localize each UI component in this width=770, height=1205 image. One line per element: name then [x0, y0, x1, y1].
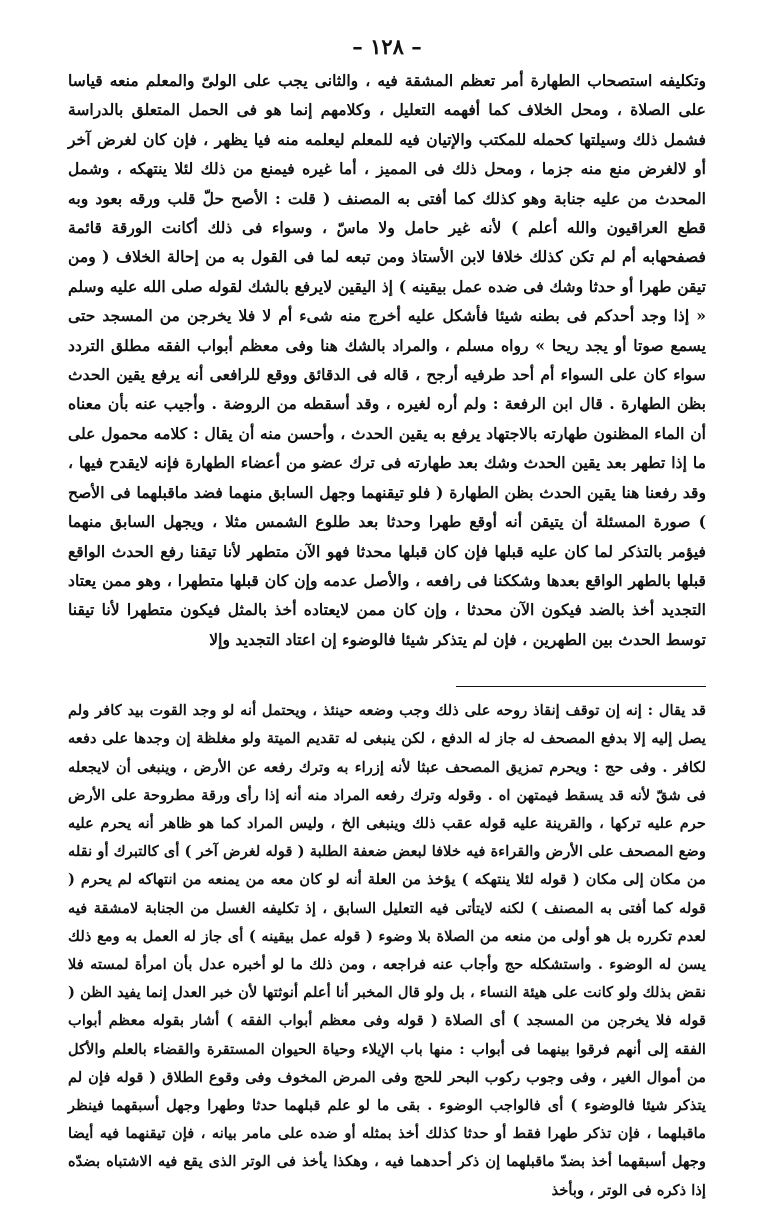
footnote-separator — [456, 686, 706, 687]
page-number: – ١٢٨ – — [352, 34, 422, 59]
footnotes-block — [68, 697, 706, 1205]
main-paragraph: وتكليفه استصحاب الطهارة أمر تعظم المشقة فيه ، والثانى يجب على الولىّ والمعلم منعه قياسا على الصلاة ، ومحل الخلاف كما أفهمه التعليل ، وكلامهم إنما هو فى الحمل المتعلق بالدراسة فشمل ذلك وسيلتها كحمله للمكتب والإتيان فيه للمعلم ليعلمه منه فيا يظهر ، فإن كان لغرض آخر أو لالغرض منع منه جزما ، ومحل ذلك فى المميز ، أما غيره فيمنع من ذلك لئلا ينتهكه ، وشمل المحدث من عليه جنابة وهو كذلك كما أفتى به المصنف ( قلت : الأصح حلّ قلب ورقه بعود وبه قطع العراقيون والله أعلم ) لأنه غير حامل ولا ماسّ ، وسواء فى ذلك أكانت الورقة قائمة فصفحهابه أم لم تكن كذلك خلافا لابن الأستاذ ومن تبعه لما فى القول به من إحالة الخلاف ( ومن تيقن طهرا أو حدثا وشك فى ضده عمل بيقينه ) إذ اليقين لايرفع بالشك لقوله صلى الله عليه وسلم « إذا وجد أحدكم فى بطنه شيئا فأشكل عليه أخرج منه شىء أم لا فلا يخرجن من المسجد حتى يسمع صوتا أو يجد ريحا » رواه مسلم ، والمراد بالشك هنا وفى معظم أبواب الفقه مطلق التردد سواء كان على السواء أم أحد طرفيه أرجح ، قاله فى الدقائق ووقع للرافعى أنه يرفع يقين الحدث بظن الطهارة . قال ابن الرفعة : ولم أره لغيره ، وقد أسقطه من الروضة . وأجيب عنه بأن معناه أن الماء المظنون طهارته بالاجتهاد يرفع به يقين الحدث ، وأحسن منه أن يقال : كلامه محمول على ما إذا تطهر بعد يقين الحدث وشك بعد طهارته فى ترك عضو من أعضاء الطهارة فإنه لايقدح فيها ، وقد رفعنا هنا يقين الحدث بظن الطهارة ( فلو تيقنهما وجهل السابق منهما فضد ماقبلهما فى الأصح ) صورة المسئلة أن يتيقن أنه أوقع طهرا وحدثا بعد طلوع الشمس مثلا ، ويجهل السابق منهما فيؤمر بالتذكر لما كان عليه قبلها فإن كان قبلها محدثا فهو الآن متطهر لأنا تيقنا رفع الحدث الواقع قبلها بالطهر الواقع بعدها وشككنا فى رافعه ، والأصل عدمه وإن كان قبلها متطهرا ، وهو ممن يعتاد التجديد أخذ بالضد فيكون الآن محدثا ، وإن كان ممن لايعتاده أخذ بالمثل فيكون متطهرا لأنا تيقنا توسط الحدث بين الطهرين ، فإن لم يتذكر شيئا فالوضوء إن اعتاد التجديد وإلا — [68, 71, 706, 649]
footnote-paragraph: قد يقال : إنه إن توقف إنقاذ روحه على ذلك وجب وضعه حينئذ ، ويحتمل أنه لو وجد القوت بيد كافر ولم يصل إليه إلا بدفع المصحف له جاز له الدفع ، لكن ينبغى له تقديم الميتة ولو مغلظة إن وجدها على دفعه لكافر . وفى حج : ويحرم تمزيق المصحف عبثا لأنه إزراء به وترك رفعه عن الأرض ، وينبغى أن لايجعله فى شقّ لأنه قد يسقط فيمتهن اه . وقوله وترك رفعه المراد منه أنه إذا رأى ورقة مطروحة على الأرض حرم عليه تركها ، والقرينة عليه قوله عقب ذلك وينبغى الخ ، وليس المراد كما هو ظاهر أنه يحرم عليه وضع المصحف على الأرض والقراءة فيه خلافا لبعض ضعفة الطلبة ( قوله لغرض آخر ) أى كالتبرك أو نقله من مكان إلى مكان ( قوله لئلا ينتهكه ) يؤخذ من العلة أنه لو كان معه من يمنعه من انتهاكه لم يحرم ( قوله كما أفتى به المصنف ) لكنه لايتأتى فيه التعليل السابق ، إذ تكليفه الغسل من الجنابة لامشقة فيه لعدم تكرره بل هو أولى من منعه من الصلاة بلا وضوء ( قوله عمل بيقينه ) أى جاز له العمل به ومع ذلك يسن له الوضوء . واستشكله حج وأجاب عنه فراجعه ، ومن ذلك ما لو أخبره عدل بأن امرأة لمسته فلا نقض بذلك ولو كانت على هيئة النساء ، بل ولو قال المخبر أنا أعلم أنوثتها لأن خبر العدل إنما يفيد الظن ( قوله فلا يخرجن من المسجد ) أى الصلاة ( قوله وفى معظم أبواب الفقه ) أشار بقوله معظم أبواب الفقه إلى أنهم فرقوا بينهما فى أبواب : منها باب الإيلاء وحياة الحيوان المستقرة والقضاء بالعلم والأكل من أموال الغير ، وفى وجوب ركوب البحر للحج وفى المرض المخوف وفى وقوع الطلاق ( قوله فإن لم يتذكر شيئا فالوضوء ) أى فالواجب الوضوء . بقى ما لو علم قبلهما حدثا وطهرا وجهل أسبقهما فينظر ماقبلهما ، فإن تذكر طهرا فقط أو حدثا كذلك أخذ بمثله أو ضده على مامر بيانه ، فإن تيقنهما فيه أيضا وجهل أسبقهما أخذ بضدّ ماقبلهما إن ذكر أحدهما فيه ، وهكذا يأخذ فى الوتر الذى يقع فيه الاشتباه بضدّه إذا ذكره فى الوتر ، وبأخذ — [68, 702, 706, 1199]
main-text-block — [68, 66, 706, 654]
